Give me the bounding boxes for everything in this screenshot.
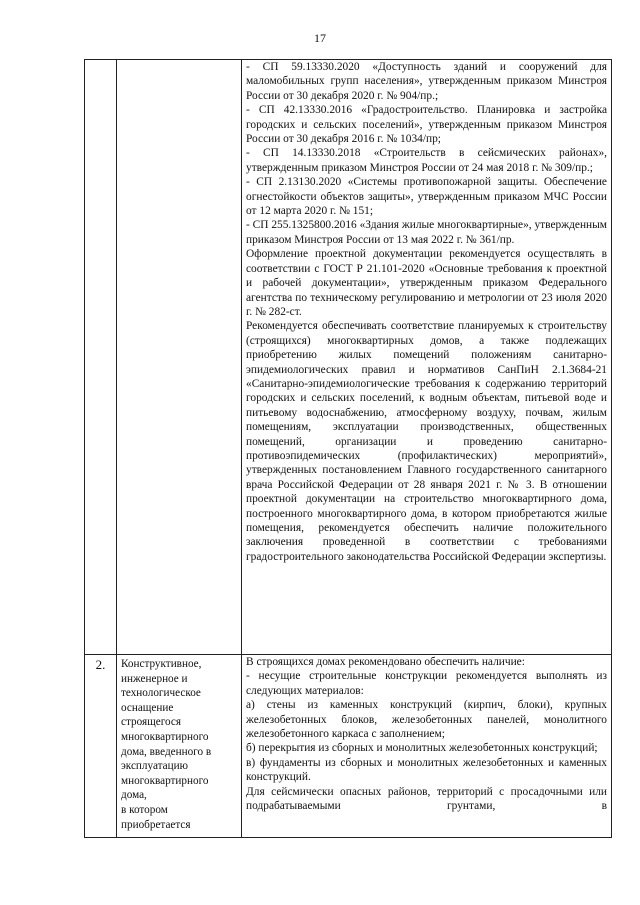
row-subject-cell bbox=[117, 60, 242, 655]
norm-item: - СП 42.13330.2016 «Градостроительство. Планировка и застройка городских и сельских поселений», утвержденным приказом Минстроя России от 30 декабря 2016 г. № 1034/пр; bbox=[246, 104, 607, 146]
subject-line: дома, bbox=[121, 789, 147, 802]
paragraph: а) стены из каменных конструкций (кирпич, блоки), крупных железобетонных блоков, железобетонных панелей, монолитного железобетонного каркаса с заполнением; bbox=[246, 699, 607, 741]
paragraph: Для сейсмически опасных районов, территорий с просадочными или подрабатываемыми грунтами, в bbox=[246, 785, 607, 813]
paragraph: Рекомендуется обеспечивать соответствие планируемых к строительству (строящихся) многоквартирных домов, а также подлежащих приобретению жилых помещений положениям санитарно-эпидемиологических правил и нормативов СанПиН 2.1.3684-21 «Санитарно-эпидемиологические требования к содержанию территорий городских и сельских поселений, к водным объектам, питьевой воде и питьевому водоснабжению, атмосферному воздуху, почвам, жилым помещениям, эксплуатации производственных, общественных помещений, организации и проведению санитарно-противоэпидемических (профилактических) мероприятий», утвержденных постановлением Главного государственного санитарного врача Российской Федерации от 28 января 2021 г. № 3. В отношении проектной документации на строительство многоквартирного дома, построенного многоквартирного дома, в котором приобретаются жилые помещения, рекомендуется обеспечить наличие положительного заключения проведенной в соответствии с требованиями градостроительного законодательства Российской Федерации экспертизы. bbox=[246, 320, 607, 563]
subject-line: дома, введенного в bbox=[121, 745, 212, 758]
table-row bbox=[85, 655, 612, 838]
row-number-cell bbox=[85, 60, 117, 655]
subject-line: оснащение bbox=[121, 701, 174, 714]
subject-line: приобретается bbox=[121, 818, 191, 831]
paragraph: Оформление проектной документации рекомендуется осуществлять в соответствии с ГОСТ Р 21.101-2020 «Основные требования к проектной и рабочей документации», утвержденным приказом Федерального агентства по техническому регулированию и метрологии от 23 июля 2020 г. № 282-ст. bbox=[246, 248, 607, 318]
paragraph: В строящихся домах рекомендовано обеспечить наличие: bbox=[246, 656, 525, 668]
subject-line: многоквартирного bbox=[121, 774, 209, 787]
subject-line: многоквартирного bbox=[121, 730, 209, 743]
norm-item: - СП 59.13330.2020 «Доступность зданий и сооружений для маломобильных групп населения», утвержденным приказом Минстроя России от 30 декабря 2020 г. № 904/пр.; bbox=[246, 61, 607, 102]
row-number-cell: 2. bbox=[85, 655, 117, 838]
subject-line: в котором bbox=[121, 803, 168, 816]
paragraph: - несущие строительные конструкции рекомендуется выполнять из следующих материалов: bbox=[246, 670, 607, 697]
requirements-table bbox=[84, 59, 612, 838]
row-content-cell bbox=[242, 60, 612, 655]
row-subject-cell bbox=[117, 655, 242, 838]
row-content-cell bbox=[242, 655, 612, 838]
norm-item: - СП 2.13130.2020 «Системы противопожарной защиты. Обеспечение огнестойкости объектов защиты», утвержденным приказом МЧС России от 12 марта 2020 г. № 151; bbox=[246, 176, 607, 218]
subject-line: технологическое bbox=[121, 687, 201, 700]
table-row bbox=[85, 60, 612, 655]
subject-line: эксплуатацию bbox=[121, 760, 188, 773]
paragraph: в) фундаменты из сборных и монолитных железобетонных и каменных конструкций. bbox=[246, 756, 607, 784]
norm-item: - СП 14.13330.2018 «Строительств в сейсмических районах», утвержденным приказом Минстроя России от 24 мая 2018 г. № 309/пр.; bbox=[246, 147, 607, 174]
norm-item: - СП 255.1325800.2016 «Здания жилые многоквартирные», утвержденным приказом Минстроя России от 13 мая 2022 г. № 361/пр. bbox=[246, 219, 607, 246]
subject-line: Конструктивное, bbox=[121, 658, 202, 670]
paragraph: б) перекрытия из сборных и монолитных железобетонных конструкций; bbox=[246, 742, 598, 755]
subject-line: инженерное и bbox=[121, 672, 188, 685]
page-number: 17 bbox=[314, 31, 326, 45]
subject-line: строящегося bbox=[121, 716, 181, 729]
